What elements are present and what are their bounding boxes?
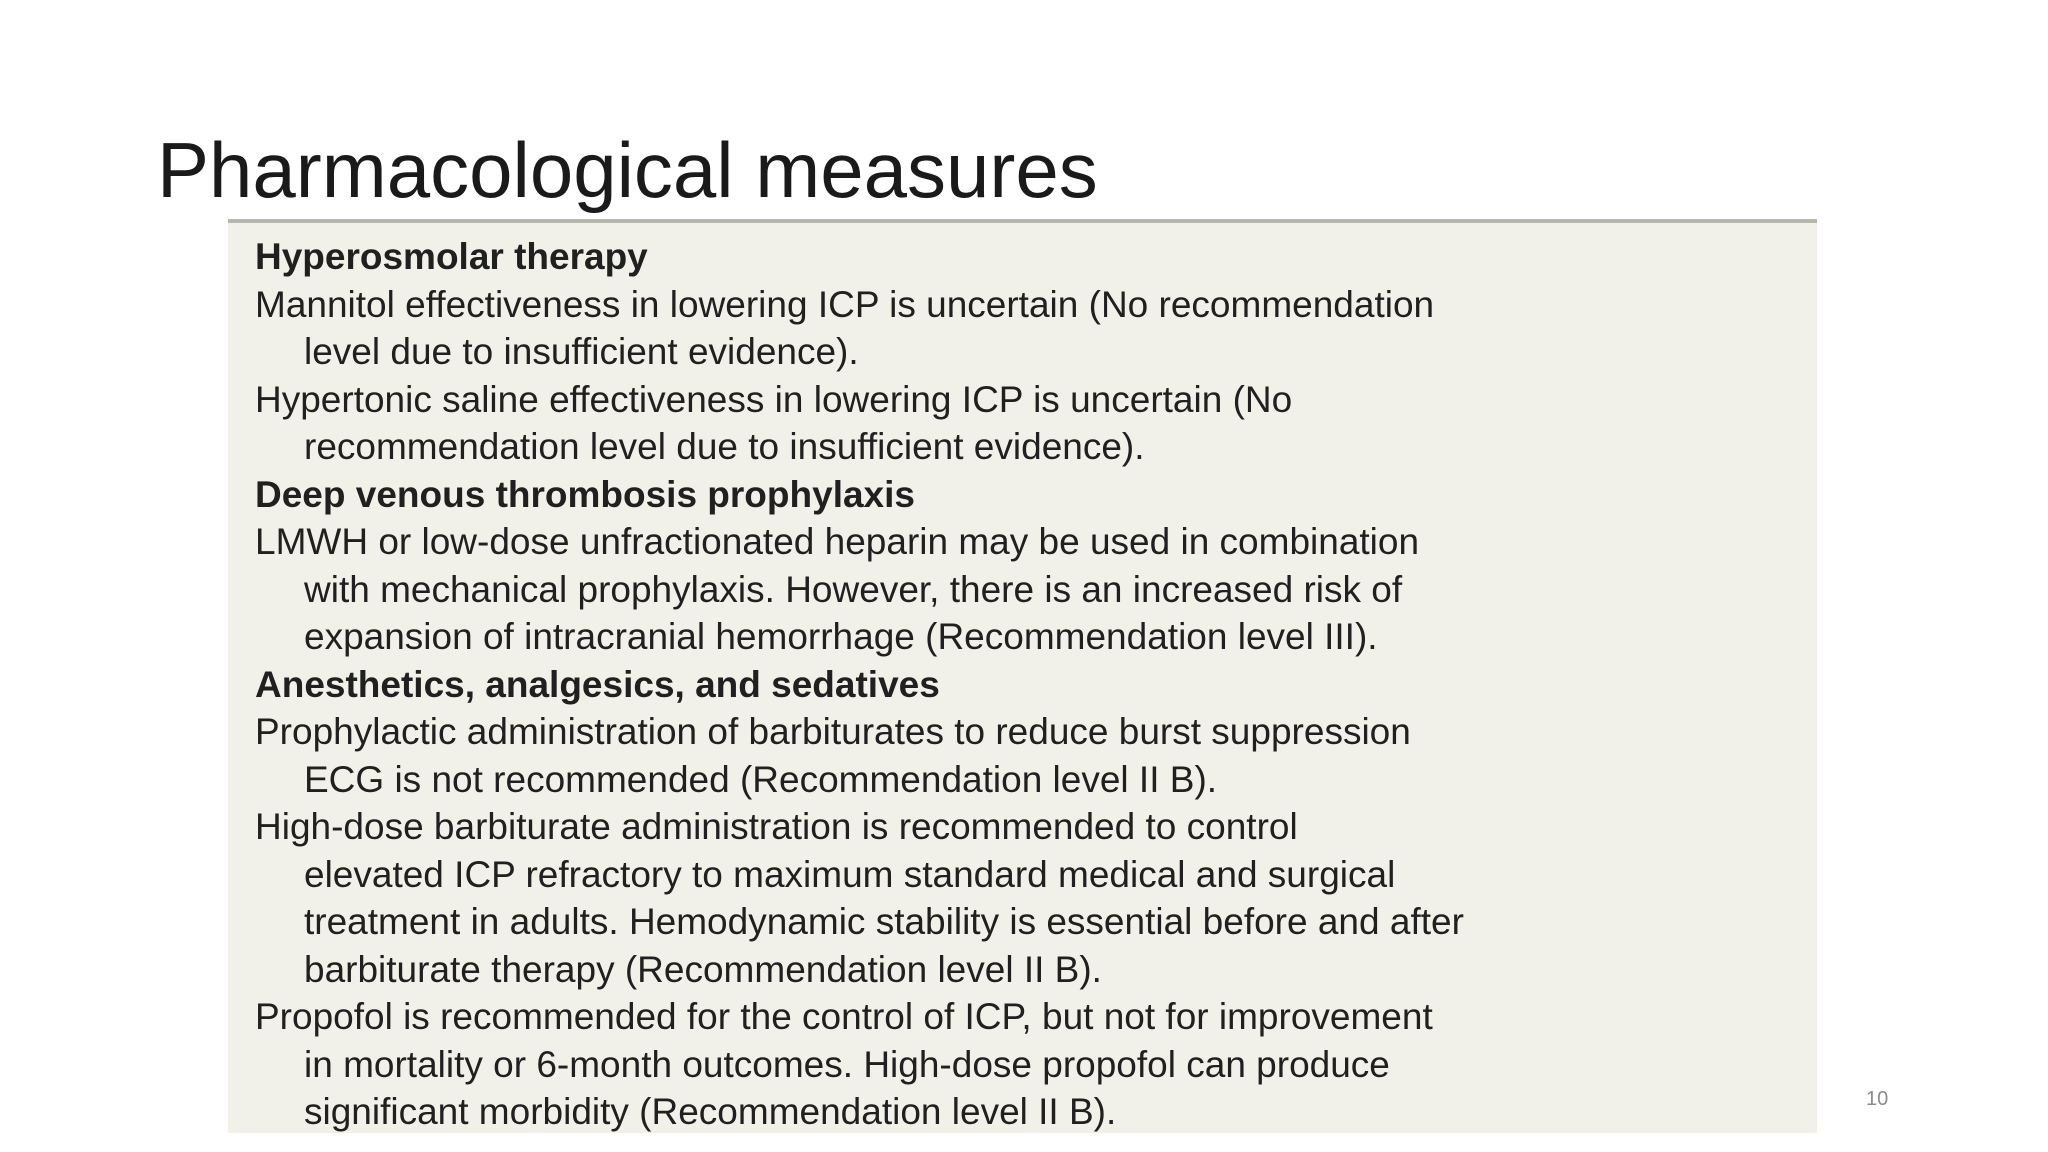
recommendation-line: recommendation level due to insufficient evidence).	[304, 426, 1145, 467]
section-heading-hyperosmolar: Hyperosmolar therapy	[255, 236, 648, 277]
guidelines-table-image	[228, 219, 1817, 1133]
recommendation-line: barbiturate therapy (Recommendation level II B).	[304, 948, 1102, 990]
recommendation-line: treatment in adults. Hemodynamic stability is essential before and after	[304, 901, 1464, 942]
recommendation-line: Hypertonic saline effectiveness in lowering ICP is uncertain (No	[255, 378, 1293, 420]
recommendation-line: level due to insufficient evidence).	[304, 331, 859, 372]
recommendation-item-hypertonic-saline	[255, 376, 1797, 471]
recommendation-line: Propofol is recommended for the control of ICP, but not for improvement	[255, 996, 1433, 1037]
slide-title: Pharmacological measures	[157, 126, 1098, 214]
recommendation-line: Prophylactic administration of barbiturates to reduce burst suppression	[255, 711, 1411, 752]
slide-page-number: 10	[1866, 1088, 1889, 1110]
recommendation-item-lmwh	[255, 518, 1797, 661]
recommendation-item-mannitol	[255, 281, 1797, 376]
recommendation-line: High-dose barbiturate administration is recommended to control	[255, 806, 1298, 847]
recommendation-line: LMWH or low-dose unfractionated heparin may be used in combination	[255, 521, 1420, 562]
recommendation-item-propofol	[255, 993, 1797, 1136]
section-heading-anesthetics: Anesthetics, analgesics, and sedatives	[255, 663, 940, 705]
recommendation-item-high-dose-barbiturates	[255, 803, 1797, 993]
recommendation-item-prophylactic-barbiturates	[255, 708, 1797, 803]
recommendation-line: elevated ICP refractory to maximum standard medical and surgical	[304, 853, 1396, 895]
section-heading-dvt-prophylaxis: Deep venous thrombosis prophylaxis	[255, 473, 915, 515]
recommendation-line: with mechanical prophylaxis. However, there is an increased risk of	[304, 568, 1403, 610]
guidelines-content	[255, 233, 1797, 1136]
recommendation-line: in mortality or 6-month outcomes. High-dose propofol can produce	[304, 1043, 1390, 1085]
recommendation-line: expansion of intracranial hemorrhage (Recommendation level III).	[304, 616, 1378, 657]
recommendation-line: Mannitol effectiveness in lowering ICP is uncertain (No recommendation	[255, 283, 1435, 325]
recommendation-line: ECG is not recommended (Recommendation level II B).	[304, 758, 1218, 800]
recommendation-line: significant morbidity (Recommendation level II B).	[304, 1091, 1117, 1132]
